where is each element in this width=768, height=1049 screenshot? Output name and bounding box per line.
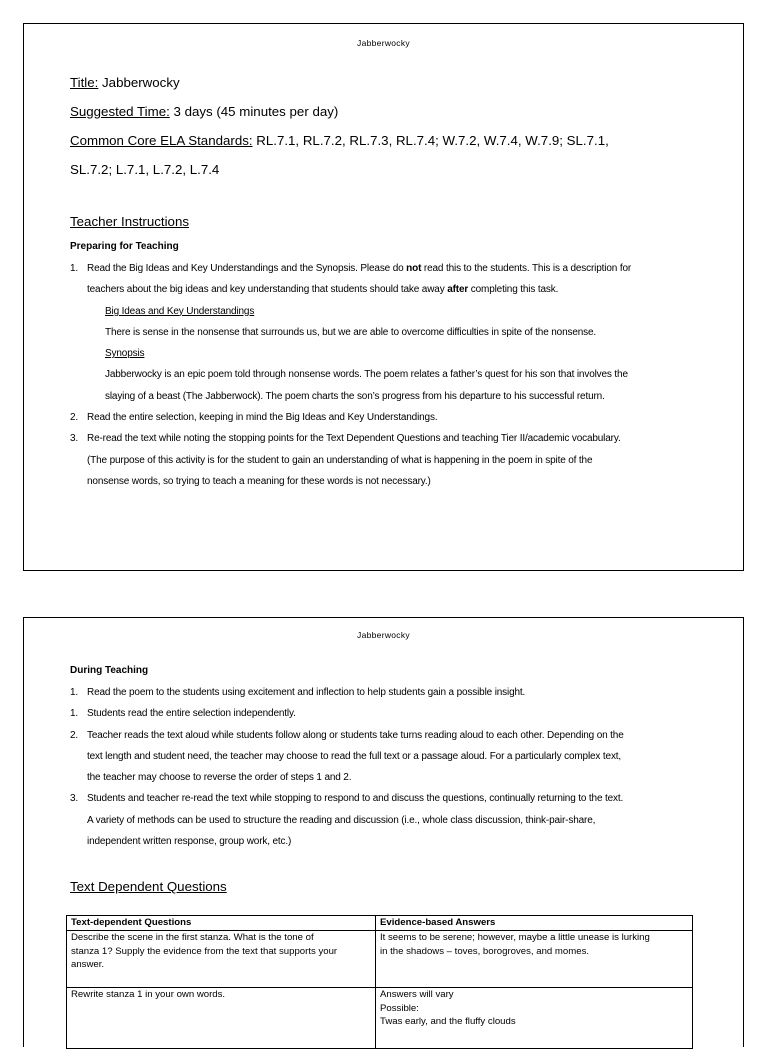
during-teaching-heading: During Teaching: [70, 665, 149, 676]
table-header-row: [67, 916, 693, 931]
answer-cell: It seems to be serene; however, maybe a little unease is lurking in the shadows – toves, borogroves, and momes.: [376, 931, 693, 988]
list-item: 3. Students and teacher re-read the text while stopping to respond to and discuss the questions, continually returning to the text.: [70, 793, 624, 805]
column-header: Text-dependent Questions: [67, 916, 376, 931]
list-item: 2. Teacher reads the text aloud while students follow along or students take turns reading aloud to each other. Depending on the: [70, 729, 624, 741]
table-row: [67, 931, 693, 988]
big-ideas-heading: Big Ideas and Key Understandings: [105, 305, 255, 317]
suggested-time-value: 3 days (45 minutes per day): [169, 104, 339, 119]
list-item: 2. Read the entire selection, keeping in mind the Big Ideas and Key Understandings.: [70, 412, 438, 424]
standards-value: RL.7.1, RL.7.2, RL.7.3, RL.7.4; W.7.2, W.7.4, W.7.9; SL.7.1,: [252, 133, 609, 148]
list-item: 1. Read the Big Ideas and Key Understandings and the Synopsis. Please do not read this to the students. This is a description for: [70, 263, 632, 274]
text-dependent-questions-table: [66, 915, 693, 1049]
title-value: Jabberwocky: [98, 75, 180, 90]
document-page-2: [23, 617, 744, 1047]
suggested-time-label: Suggested Time:: [70, 104, 170, 119]
big-ideas-text: There is sense in the nonsense that surrounds us, but we are able to overcome difficulties in spite of the nonsense.: [105, 326, 597, 338]
standards-line: [70, 126, 703, 155]
question-cell: Describe the scene in the first stanza. What is the tone of stanza 1? Supply the evidence from the text that supports your answer.: [67, 931, 376, 988]
synopsis-text: Jabberwocky is an epic poem told through nonsense words. The poem relates a father’s quest for his son that involves the: [105, 369, 628, 381]
teacher-instructions-heading: Teacher Instructions: [70, 214, 189, 229]
synopsis-heading: Synopsis: [105, 348, 145, 360]
table-row: [67, 988, 693, 1049]
answer-cell: Answers will vary Possible: Twas early, and the fluffy clouds: [376, 988, 693, 1049]
standards-line-2: SL.7.2; L.7.1, L.7.2, L.7.4: [70, 162, 220, 177]
preparing-steps: 1. Read the Big Ideas and Key Understandings and the Synopsis. Please do not read this to the students. This is a description for teachers about the big ideas and key understanding that students should take away after completing this task. Big Ideas and Key Understandings There is sense in the nonsense that surrounds us, but we are able to overcome difficulties in spite of the nonsense. Synopsis Jabberwocky is an epic poem told through nonsense words. The poem relates a father’s quest for his son that involves the slaying of a beast (The Jabberwock). The poem charts the son’s progress from his departure to his successful return. 2. Read the entire selection, keeping in mind the Big Ideas and Key Understandings. 3. Re-read the text while noting the stopping points for the Text Dependent Questions and teaching Tier II/academic vocabulary. (The purpose of this activity is for the student to gain an understanding of what is happening in the poem in spite of the nonsense words, so trying to teach a meaning for these words is not necessary.): [70, 258, 703, 492]
page-header: Jabberwocky: [357, 38, 410, 48]
list-item: 1. Students read the entire selection independently.: [70, 708, 296, 720]
list-item: 3. Re-read the text while noting the stopping points for the Text Dependent Questions and teaching Tier II/academic vocabulary.: [70, 433, 621, 445]
title-line: [70, 68, 703, 97]
suggested-time-line: [70, 97, 703, 126]
standards-label: Common Core ELA Standards:: [70, 133, 253, 148]
title-label: Title:: [70, 75, 99, 90]
document-page-1: [23, 23, 744, 571]
text-dependent-questions-heading: Text Dependent Questions: [70, 879, 227, 894]
page-header: Jabberwocky: [357, 630, 410, 640]
during-teaching-steps: 1. Read the poem to the students using excitement and inflection to help students gain a possible insight. 1. Students read the entire selection independently. 2. Teacher reads the text aloud while students follow along or students take turns reading aloud to each other. Depending on the text length and student need, the teacher may choose to read the full text or a passage aloud. For a particularly complex text, the teacher may choose to reverse the order of steps 1 and 2. 3. Students and teacher re-read the text while stopping to respond to and discuss the questions, continually returning to the text. A variety of methods can be used to structure the reading and discussion (i.e., whole class discussion, think-pair-share, independent written response, group work, etc.): [70, 682, 703, 852]
question-cell: Rewrite stanza 1 in your own words.: [67, 988, 376, 1049]
synopsis-text: slaying of a beast (The Jabberwock). The poem charts the son’s progress from his departure to his successful return.: [105, 390, 605, 402]
list-item-continued: teachers about the big ideas and key understanding that students should take away after completing this task.: [87, 284, 559, 296]
list-item: 1. Read the poem to the students using excitement and inflection to help students gain a possible insight.: [70, 687, 526, 698]
column-header: Evidence-based Answers: [376, 916, 693, 931]
preparing-heading: Preparing for Teaching: [70, 241, 179, 252]
